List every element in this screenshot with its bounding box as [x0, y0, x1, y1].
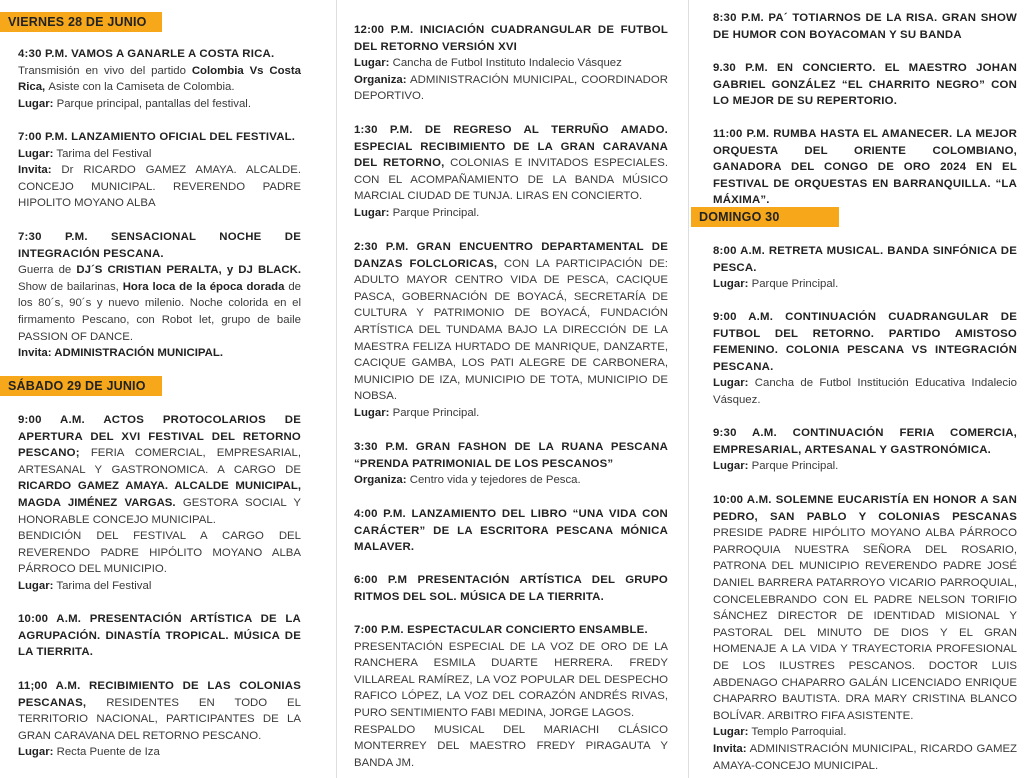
event-title: 9:30 A.M. CONTINUACIÓN FERIA COMERCIA, EMPRESARIAL, ARTESANAL Y GASTRONÓMICA. [713, 427, 1017, 456]
event-sabado-400pm [354, 506, 668, 556]
event-domingo-800am [713, 243, 1017, 293]
event-place: Lugar: Tarima del Festival [18, 579, 152, 592]
event-sabado-230pm [354, 239, 668, 422]
event-sabado-130pm [354, 122, 668, 222]
event-place: Lugar: Parque Principal. [354, 406, 480, 419]
event-text: 1:30 P.M. DE REGRESO AL TERRUÑO AMADO. ESPECIAL RECIBIMIENTO DE LA GRAN CARAVANA DEL RETORNO, COLONIAS E INVITADOS ESPECIALES. CON EL ACOMPAÑAMIENTO DE LA BANDA MÚSICO MARCIAL CIUDAD DE TUNJA. LIRAS EN CONCIERTO. [354, 124, 668, 203]
event-title: 11:00 P.M. RUMBA HASTA EL AMANECER. LA MEJOR ORQUESTA DEL ORIENTE COLOMBIANO, GANADORA DEL CONGO DE ORO 2024 EN EL FESTIVAL DE ORQUESTAS EN BARRANQUILLA. “LA MÁXIMA”. [713, 128, 1017, 207]
event-description: Guerra de DJ´S CRISTIAN PERALTA, y DJ BLACK. Show de bailarinas, Hora loca de la época dorada de los 80´s, 90´s y nuevo milenio. Noche colorida en el firmamento Pescano, con Robot let, grupo de baile PASSION OF DANCE. [18, 264, 302, 343]
column-divider [336, 0, 337, 778]
event-sabado-700pm [354, 622, 668, 771]
day-header-viernes: VIERNES 28 DE JUNIO [0, 12, 162, 32]
event-description: PRESENTACIÓN ESPECIAL DE LA VOZ DE ORO DE LA RANCHERA ESMILA DUARTE HERRERA. FREDY VILLAREAL RAMÍREZ, LA VOZ POPULAR DEL DESPECHO RAFICO LÓPEZ, LA VOZ DEL CORAZÓN ANDRÉS RIVAS, PURO SENTIMIENTO FABI MEDINA, JORGE LAGOS. [354, 640, 668, 719]
event-sabado-1000am [18, 611, 301, 661]
event-domingo-1000am [713, 492, 1017, 774]
event-title: 6:00 P.M PRESENTACIÓN ARTÍSTICA DEL GRUPO RITMOS DEL SOL. MÚSICA DE LA TIERRITA. [354, 574, 668, 603]
event-place: Lugar: Cancha de Futbol Institución Educativa Indalecio Vásquez. [713, 377, 1017, 406]
event-title: 7:30 P.M. SENSACIONAL NOCHE DE INTEGRACIÓN PESCANA. [18, 231, 301, 260]
event-place: Lugar: Parque principal, pantallas del festival. [18, 97, 251, 110]
event-sabado-900am [18, 412, 301, 595]
event-description: Transmisión en vivo del partido Colombia Vs Costa Rica, Asiste con la Camiseta de Colombia. [18, 64, 301, 94]
event-text: 9:00 A.M. ACTOS PROTOCOLARIOS DE APERTURA DEL XVI FESTIVAL DEL RETORNO PESCANO; FERIA COMERCIAL, EMPRESARIAL, ARTESANAL Y GASTRONOMICA. A CARGO DE RICARDO GAMEZ AMAYA. ALCALDE MUNICIPAL, MAGDA JIMÉNEZ VARGAS. GESTORA SOCIAL Y HONORABLE CONCEJO MUNICIPAL. [18, 414, 302, 526]
event-title: 12:00 P.M. INICIACIÓN CUADRANGULAR DE FUTBOL DEL RETORNO VERSIÓN XVI [354, 24, 668, 53]
event-place: Lugar: Parque Principal. [713, 278, 839, 291]
event-organizer: Organiza: Centro vida y tejedores de Pesca. [354, 474, 581, 487]
event-title: 7:00 P.M. LANZAMIENTO OFICIAL DEL FESTIVAL. [18, 131, 296, 143]
event-sabado-1100pm [713, 126, 1017, 209]
event-domingo-930am [713, 425, 1017, 475]
event-viernes-730pm [18, 229, 301, 362]
event-blessing: BENDICIÓN DEL FESTIVAL A CARGO DEL REVERENDO PADRE HIPÓLITO MOYANO ALBA PÁRROCO DEL MUNICIPIO. [18, 530, 301, 576]
event-text: 2:30 P.M. GRAN ENCUENTRO DEPARTAMENTAL DE DANZAS FOLCLORICAS, CON LA PARTICIPACIÓN DE: ADULTO MAYOR CENTRO VIDA DE PESCA, CACIQUE PASCA, GOBERNACIÓN DE BOYACÁ, SECRETARÍA DE CULTURA Y PATRIMONIO DE BOYACÁ, FUNDACIÓN ARTÍSTICA DEL TUNDAMA BAJO LA DIRECCIÓN DE LA MAESTRA FELIZA HURTADO DE MANRIQUE, DANZARTE, CACIQUE GAMBA, LOS PATI ALEGRE DE CARBONERA, MUNICIPIO DE IZA, MUNICIPIO DE TOTA, MUNICIPIO DE NOBSA. [354, 241, 668, 403]
event-title: 3:30 P.M. GRAN FASHON DE LA RUANA PESCANA “PRENDA PATRIMONIAL DE LOS PESCANOS” [354, 441, 668, 470]
column-1 [8, 0, 302, 778]
column-divider [688, 0, 689, 778]
event-viernes-700pm [18, 129, 301, 212]
event-place: Lugar: Cancha de Futbol Instituto Indalecio Vásquez [354, 57, 622, 70]
event-place: Lugar: Parque Principal. [354, 206, 480, 219]
event-text: 11;00 A.M. RECIBIMIENTO DE LAS COLONIAS PESCANAS, RESIDENTES EN TODO EL TERRITORIO NACIONAL, PARTICIPANTES DE LA GRAN CARAVANA DEL RETORNO PESCANO. [18, 680, 301, 742]
event-sabado-1200pm [354, 22, 668, 105]
day-header-sabado: SÁBADO 29 DE JUNIO [0, 376, 162, 396]
event-sabado-330pm [354, 439, 668, 489]
event-place: Lugar: Parque Principal. [713, 460, 839, 473]
event-title: 10:00 A.M. PRESENTACIÓN ARTÍSTICA DE LA AGRUPACIÓN. DINASTÍA TROPICAL. MÚSICA DE LA TIERRITA. [18, 613, 301, 659]
event-title: 8:30 P.M. PA´ TOTIARNOS DE LA RISA. GRAN SHOW DE HUMOR CON BOYACOMAN Y SU BANDA [713, 12, 1017, 41]
event-invita: Invita: ADMINISTRACIÓN MUNICIPAL, RICARDO GAMEZ AMAYA-CONCEJO MUNICIPAL. [713, 742, 1017, 772]
event-title: 4:30 P.M. VAMOS A GANARLE A COSTA RICA. [18, 48, 275, 60]
event-domingo-900am [713, 309, 1017, 409]
event-sabado-930pm [713, 60, 1017, 110]
event-invita: Invita: ADMINISTRACIÓN MUNICIPAL. [18, 347, 224, 360]
event-invita: Invita: Dr RICARDO GAMEZ AMAYA. ALCALDE. CONCEJO MUNICIPAL. REVERENDO PADRE HIPOLITO MOYANO ALBA [18, 164, 301, 210]
event-sabado-830pm [713, 10, 1017, 43]
column-2 [354, 0, 668, 778]
event-title: 4:00 P.M. LANZAMIENTO DEL LIBRO “UNA VIDA CON CARÁCTER” DE LA ESCRITORA PESCANA MÓNICA MALAVER. [354, 508, 668, 554]
event-title: 7:00 P.M. ESPECTACULAR CONCIERTO ENSAMBLE. [354, 624, 648, 636]
event-viernes-430pm [18, 46, 301, 112]
column-3 [699, 0, 1017, 778]
event-description-2: RESPALDO MUSICAL DEL MARIACHI CLÁSICO MONTERREY DEL MAESTRO FREDY PIRAGAUTA Y BANDA JM. [354, 723, 668, 769]
day-header-domingo: DOMINGO 30 [691, 207, 839, 227]
event-text: 10:00 A.M. SOLEMNE EUCARISTÍA EN HONOR A SAN PEDRO, SAN PABLO Y COLONIAS PESCANAS PRESIDE PADRE HIPÓLITO MOYANO ALBA PÁRROCO PARROQUIA NUESTRA SEÑORA DEL ROSARIO, PATRONA DEL MUNICIPIO REVERENDO PADRE JOSÉ DANIEL BARRERA PATARROYO VICARIO PARROQUIAL, CONCELEBRANDO CON EL PADRE NELSON TORIFIO SÁNCHEZ DIRECTOR DE IDENTIDAD MISIONAL Y PASTORAL DEL MINUTO DE DIOS Y EL GRAN HOMENAJE A LA VIDA Y TRAYECTORIA PROFESIONAL DE LOS ILUSTRES PESCANOS. DOCTOR LUIS ABDENAGO CHAPARRO GALÁN LICENCIADO ENRIQUE CHAPARRO BAUTISTA. DRA MARY CRISTINA BLANCO BOLÍVAR. ARBITRO FIFA ASISTENTE. [713, 494, 1017, 722]
event-sabado-600pm [354, 572, 668, 605]
event-title: 9:00 A.M. CONTINUACIÓN CUADRANGULAR DE FUTBOL DEL RETORNO. PARTIDO AMISTOSO FEMENINO. COLONIA PESCANA VS INTEGRACIÓN PESCANA. [713, 311, 1017, 373]
event-title: 9.30 P.M. EN CONCIERTO. EL MAESTRO JOHAN GABRIEL GONZÁLEZ “EL CHARRITO NEGRO” CON LO MEJOR DE SU REPERTORIO. [713, 62, 1017, 108]
event-place: Lugar: Recta Puente de Iza [18, 746, 160, 759]
event-organizer: Organiza: ADMINISTRACIÓN MUNICIPAL, COORDINADOR DEPORTIVO. [354, 73, 668, 103]
event-sabado-1100am [18, 678, 301, 761]
event-title: 8:00 A.M. RETRETA MUSICAL. BANDA SINFÓNICA DE PESCA. [713, 245, 1017, 274]
event-place: Lugar: Tarima del Festival [18, 147, 152, 160]
event-place: Lugar: Templo Parroquial. [713, 726, 847, 739]
